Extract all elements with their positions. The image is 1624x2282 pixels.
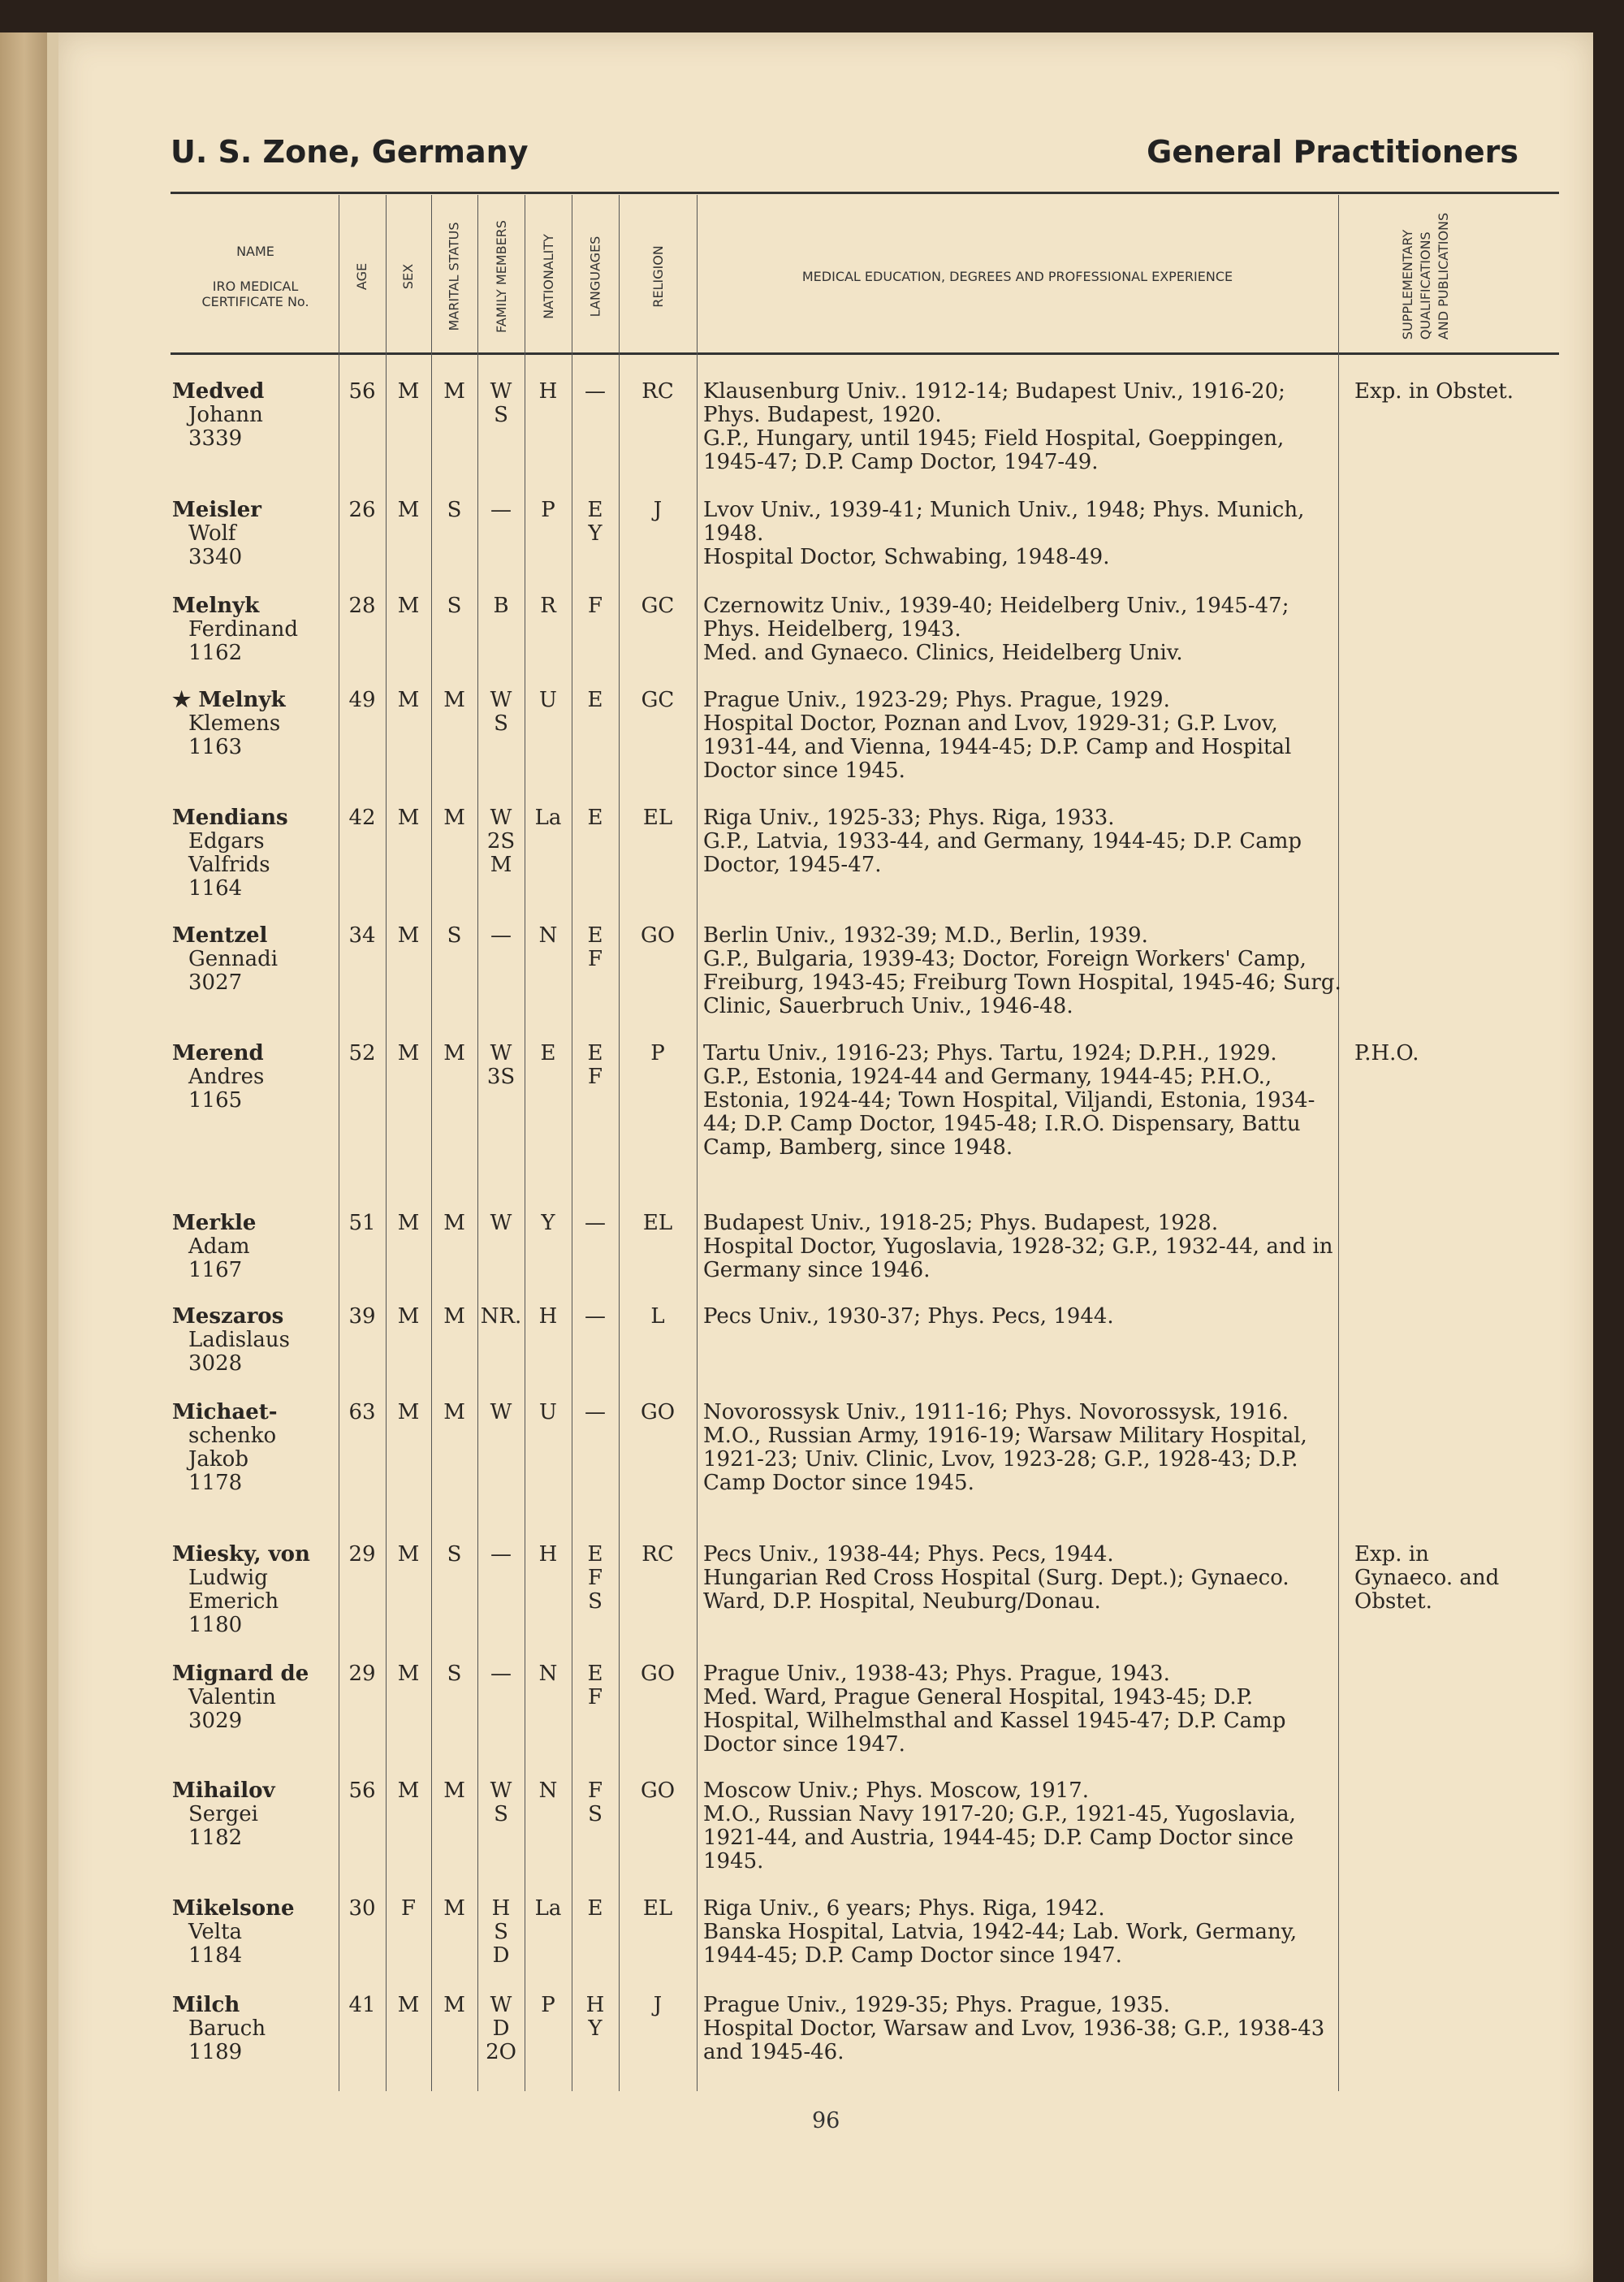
- family-cell: W S: [490, 379, 512, 427]
- nationality-cell: N: [538, 1662, 558, 1686]
- col-divider: [697, 195, 698, 2091]
- marital-cell: M: [443, 688, 465, 712]
- languages-cell: E Y: [587, 498, 603, 546]
- surname: ★ Melnyk: [172, 688, 286, 712]
- family-cell: W 3S: [486, 1041, 516, 1089]
- col-head-name: [172, 195, 339, 357]
- col-head-nationality: NATIONALITY: [540, 233, 556, 319]
- marital-cell: S: [447, 1542, 462, 1567]
- sex-cell: M: [397, 1400, 420, 1424]
- name-cell: [172, 1401, 335, 1495]
- education-cell: Riga Univ., 1925-33; Phys. Riga, 1933. G.P., Latvia, 1933-44, and Germany, 1944-45; D.P. Camp Doctor, 1945-47.: [703, 806, 1302, 877]
- header-right: General Practitioners: [1147, 134, 1518, 170]
- age-cell: 30: [348, 1896, 376, 1921]
- surname: Meisler: [172, 498, 261, 522]
- marital-cell: M: [443, 806, 465, 830]
- family-cell: W: [490, 1400, 512, 1424]
- nationality-cell: U: [539, 688, 557, 712]
- education-cell: Berlin Univ., 1932-39; M.D., Berlin, 1939. G.P., Bulgaria, 1939-43; Doctor, Foreign Workers' Camp, Freiburg, 1943-45; Freiburg Town Hospital, 1945-46; Surg. Clinic, Sauerbruch Univ., 1946-48.: [703, 923, 1341, 1018]
- name-line: Edgars: [188, 829, 265, 854]
- col-head-name-line3: CERTIFICATE No.: [201, 293, 309, 309]
- name-cell: [172, 1897, 335, 1968]
- name-line: Ladislaus: [188, 1328, 290, 1352]
- age-cell: 34: [348, 923, 376, 948]
- page-number: 96: [812, 2108, 840, 2133]
- col-head-education: MEDICAL EDUCATION, DEGREES AND PROFESSIONAL EXPERIENCE: [801, 268, 1233, 284]
- surname: Merend: [172, 1041, 264, 1065]
- family-cell: W S: [490, 1778, 512, 1826]
- name-cell: [172, 1305, 335, 1376]
- col-head-family: FAMILY MEMBERS: [493, 219, 509, 333]
- family-cell: W D 2O: [486, 1993, 516, 2064]
- name-line: 3028: [188, 1351, 243, 1376]
- marital-cell: M: [443, 1304, 465, 1329]
- name-cell: [172, 1662, 335, 1733]
- religion-cell: RC: [641, 379, 674, 404]
- surname: Miesky, von: [172, 1542, 310, 1567]
- education-cell: Prague Univ., 1938-43; Phys. Prague, 1943. Med. Ward, Prague General Hospital, 1943-45; D.P. Hospital, Wilhelmsthal and Kassel 1945-47; D.P. Camp Doctor since 1947.: [703, 1662, 1286, 1757]
- page-header: [171, 134, 1518, 183]
- marital-cell: M: [443, 379, 465, 404]
- surname: Mendians: [172, 806, 288, 830]
- languages-cell: E: [587, 1896, 603, 1921]
- languages-cell: E: [587, 688, 603, 712]
- name-line: Andres: [188, 1065, 265, 1089]
- nationality-cell: H: [538, 379, 558, 404]
- surname: Mikelsone: [172, 1896, 295, 1921]
- marital-cell: M: [443, 1778, 465, 1803]
- col-head-sex: SEX: [400, 263, 417, 289]
- supplementary-cell: Exp. in Obstet.: [1354, 379, 1514, 404]
- name-line: Ferdinand: [188, 617, 299, 642]
- sex-cell: M: [397, 1542, 420, 1567]
- religion-cell: GC: [641, 594, 675, 618]
- nationality-cell: La: [534, 1896, 562, 1921]
- religion-cell: GO: [640, 1400, 676, 1424]
- nationality-cell: N: [538, 923, 558, 948]
- languages-cell: —: [585, 1400, 606, 1424]
- col-head-supplementary: SUPPLEMENTARY QUALIFICATIONS AND PUBLICATIONS: [1400, 212, 1451, 340]
- sex-cell: M: [397, 1304, 420, 1329]
- name-line: Valfrids: [188, 853, 270, 877]
- name-line: Velta: [188, 1920, 243, 1944]
- name-cell: [172, 1042, 335, 1113]
- age-cell: 39: [348, 1304, 376, 1329]
- col-head-languages: LANGUAGES: [587, 236, 603, 317]
- col-divider: [386, 195, 387, 2091]
- age-cell: 28: [348, 594, 376, 618]
- name-cell: [172, 1779, 335, 1850]
- languages-cell: —: [585, 1211, 606, 1235]
- name-line: 1180: [188, 1613, 243, 1637]
- languages-cell: —: [585, 379, 606, 404]
- sex-cell: M: [397, 1993, 420, 2017]
- name-line: 1164: [188, 876, 243, 901]
- col-head-name-line2: IRO MEDICAL: [212, 278, 299, 294]
- name-cell: [172, 380, 335, 451]
- name-line: Baruch: [188, 2016, 266, 2041]
- sex-cell: M: [397, 594, 420, 618]
- col-divider: [431, 195, 432, 2091]
- religion-cell: GC: [641, 688, 675, 712]
- languages-cell: E F: [587, 923, 603, 971]
- religion-cell: J: [653, 498, 663, 522]
- surname: Mihailov: [172, 1778, 275, 1803]
- education-cell: Pecs Univ., 1930-37; Phys. Pecs, 1944.: [703, 1304, 1114, 1329]
- sex-cell: M: [397, 379, 420, 404]
- supplementary-cell: Exp. in Gynaeco. and Obstet.: [1354, 1542, 1500, 1614]
- col-head-religion: RELIGION: [650, 244, 666, 308]
- sex-cell: M: [397, 806, 420, 830]
- age-cell: 56: [348, 379, 376, 404]
- col-head-name-line1: NAME: [236, 243, 274, 259]
- name-line: 1189: [188, 2040, 243, 2064]
- age-cell: 49: [348, 688, 376, 712]
- marital-cell: M: [443, 1400, 465, 1424]
- supplementary-cell: P.H.O.: [1354, 1041, 1419, 1065]
- education-cell: Czernowitz Univ., 1939-40; Heidelberg Univ., 1945-47; Phys. Heidelberg, 1943. Med. and Gynaeco. Clinics, Heidelberg Univ.: [703, 594, 1289, 665]
- name-line: Valentin: [188, 1685, 276, 1709]
- family-cell: —: [490, 1542, 512, 1567]
- age-cell: 56: [348, 1778, 376, 1803]
- surname: Merkle: [172, 1211, 257, 1235]
- name-line: Jakob: [188, 1447, 248, 1472]
- education-cell: Novorossysk Univ., 1911-16; Phys. Novorossysk, 1916. M.O., Russian Army, 1916-19; Warsaw Military Hospital, 1921-23; Univ. Clinic, Lvov, 1923-28; G.P., 1928-43; D.P. Camp Doctor since 1945.: [703, 1400, 1307, 1495]
- education-cell: Klausenburg Univ.. 1912-14; Budapest Univ., 1916-20; Phys. Budapest, 1920. G.P., Hungary, until 1945; Field Hospital, Goeppingen, 1945-47; D.P. Camp Doctor, 1947-49.: [703, 379, 1285, 474]
- age-cell: 42: [348, 806, 376, 830]
- col-head-marital: MARITAL STATUS: [447, 221, 462, 331]
- name-cell: [172, 1994, 335, 2064]
- education-cell: Tartu Univ., 1916-23; Phys. Tartu, 1924; D.P.H., 1929. G.P., Estonia, 1924-44 and Germany, 1944-45; P.H.O., Estonia, 1924-44; Town Hospital, Viljandi, Estonia, 1934-44; D.P. Camp Doctor, 1945-48; I.R.O. Dispensary, Battu Camp, Bamberg, since 1948.: [703, 1041, 1315, 1160]
- surname: Mentzel: [172, 923, 268, 948]
- languages-cell: E F: [587, 1662, 603, 1709]
- name-line: schenko: [188, 1424, 277, 1448]
- name-line: Klemens: [188, 711, 281, 736]
- nationality-cell: N: [538, 1778, 558, 1803]
- surname: Medved: [172, 379, 265, 404]
- marital-cell: M: [443, 1993, 465, 2017]
- name-line: 3340: [188, 545, 243, 569]
- religion-cell: RC: [641, 1542, 674, 1567]
- languages-cell: E F S: [587, 1542, 603, 1614]
- marital-cell: S: [447, 1662, 462, 1686]
- name-line: Ludwig: [188, 1566, 268, 1590]
- family-cell: W S: [490, 688, 512, 736]
- surname: Melnyk: [172, 594, 260, 618]
- sex-cell: F: [400, 1896, 417, 1921]
- name-cell: [172, 1212, 335, 1282]
- surname: Meszaros: [172, 1304, 284, 1329]
- nationality-cell: R: [540, 594, 556, 618]
- religion-cell: EL: [642, 1896, 673, 1921]
- education-cell: Prague Univ., 1929-35; Phys. Prague, 1935. Hospital Doctor, Warsaw and Lvov, 1936-38; G.P., 1938-43 and 1945-46.: [703, 1993, 1325, 2064]
- age-cell: 51: [348, 1211, 376, 1235]
- religion-cell: P: [650, 1041, 665, 1065]
- education-cell: Lvov Univ., 1939-41; Munich Univ., 1948; Phys. Munich, 1948. Hospital Doctor, Schwabing, 1948-49.: [703, 498, 1305, 569]
- nationality-cell: La: [534, 806, 562, 830]
- name-line: Gennadi: [188, 947, 279, 971]
- sex-cell: M: [397, 1662, 420, 1686]
- name-line: 1178: [188, 1471, 243, 1495]
- col-head-age: AGE: [354, 262, 370, 290]
- sex-cell: M: [397, 1778, 420, 1803]
- languages-cell: F: [587, 594, 603, 618]
- name-line: 3029: [188, 1709, 243, 1733]
- marital-cell: M: [443, 1896, 465, 1921]
- sex-cell: M: [397, 498, 420, 522]
- name-cell: [172, 924, 335, 995]
- languages-cell: H Y: [585, 1993, 605, 2041]
- nationality-cell: E: [540, 1041, 556, 1065]
- education-cell: Budapest Univ., 1918-25; Phys. Budapest, 1928. Hospital Doctor, Yugoslavia, 1928-32; G.P., 1932-44, and in Germany since 1946.: [703, 1211, 1333, 1282]
- name-cell: [172, 594, 335, 665]
- name-line: 3339: [188, 426, 243, 451]
- languages-cell: F S: [587, 1778, 603, 1826]
- name-line: Wolf: [188, 521, 236, 546]
- nationality-cell: P: [541, 498, 555, 522]
- family-cell: —: [490, 498, 512, 522]
- name-line: Emerich: [188, 1589, 279, 1614]
- languages-cell: E: [587, 806, 603, 830]
- nationality-cell: H: [538, 1304, 558, 1329]
- name-line: Johann: [188, 403, 263, 427]
- sex-cell: M: [397, 688, 420, 712]
- name-line: 1182: [188, 1826, 243, 1850]
- family-cell: —: [490, 1662, 512, 1686]
- education-cell: Moscow Univ.; Phys. Moscow, 1917. M.O., Russian Navy 1917-20; G.P., 1921-45, Yugoslavia, 1921-44, and Austria, 1944-45; D.P. Camp Doctor since 1945.: [703, 1778, 1296, 1874]
- languages-cell: E F: [587, 1041, 603, 1089]
- nationality-cell: U: [539, 1400, 557, 1424]
- religion-cell: GO: [640, 923, 676, 948]
- name-cell: [172, 689, 335, 759]
- languages-cell: —: [585, 1304, 606, 1329]
- religion-cell: J: [653, 1993, 663, 2017]
- marital-cell: M: [443, 1041, 465, 1065]
- religion-cell: GO: [640, 1778, 676, 1803]
- family-cell: B: [493, 594, 509, 618]
- top-rule: [171, 192, 1559, 194]
- name-line: 1162: [188, 641, 243, 665]
- name-line: 1184: [188, 1943, 243, 1968]
- education-cell: Prague Univ., 1923-29; Phys. Prague, 1929. Hospital Doctor, Poznan and Lvov, 1929-31; G.P. Lvov, 1931-44, and Vienna, 1944-45; D.P. Camp and Hospital Doctor since 1945.: [703, 688, 1292, 783]
- age-cell: 26: [348, 498, 376, 522]
- marital-cell: S: [447, 923, 462, 948]
- family-cell: NR.: [480, 1304, 522, 1329]
- surname: Michaet-: [172, 1400, 278, 1424]
- age-cell: 52: [348, 1041, 376, 1065]
- sex-cell: M: [397, 923, 420, 948]
- education-cell: Pecs Univ., 1938-44; Phys. Pecs, 1944. Hungarian Red Cross Hospital (Surg. Dept.); Gynaeco. Ward, D.P. Hospital, Neuburg/Donau.: [703, 1542, 1289, 1614]
- nationality-cell: H: [538, 1542, 558, 1567]
- header-left: U. S. Zone, Germany: [171, 134, 529, 170]
- religion-cell: EL: [642, 806, 673, 830]
- name-line: Adam: [188, 1234, 250, 1259]
- family-cell: W: [490, 1211, 512, 1235]
- marital-cell: M: [443, 1211, 465, 1235]
- age-cell: 63: [348, 1400, 376, 1424]
- name-line: 1167: [188, 1258, 243, 1282]
- name-cell: [172, 1543, 335, 1637]
- marital-cell: S: [447, 498, 462, 522]
- name-cell: [172, 806, 335, 901]
- sex-cell: M: [397, 1211, 420, 1235]
- education-cell: Riga Univ., 6 years; Phys. Riga, 1942. Banska Hospital, Latvia, 1942-44; Lab. Work, Germany, 1944-45; D.P. Camp Doctor since 1947.: [703, 1896, 1298, 1968]
- nationality-cell: P: [541, 1993, 555, 2017]
- family-cell: W 2S M: [486, 806, 516, 877]
- name-line: Sergei: [188, 1802, 258, 1826]
- marital-cell: S: [447, 594, 462, 618]
- col-divider: [619, 195, 620, 2091]
- family-cell: H S D: [491, 1896, 511, 1968]
- name-line: 1163: [188, 735, 243, 759]
- name-line: 1165: [188, 1088, 243, 1113]
- religion-cell: EL: [642, 1211, 673, 1235]
- nationality-cell: Y: [541, 1211, 555, 1235]
- name-line: 3027: [188, 970, 243, 995]
- name-cell: [172, 499, 335, 569]
- age-cell: 29: [348, 1542, 376, 1567]
- religion-cell: GO: [640, 1662, 676, 1686]
- age-cell: 29: [348, 1662, 376, 1686]
- age-cell: 41: [348, 1993, 376, 2017]
- religion-cell: L: [650, 1304, 665, 1329]
- sex-cell: M: [397, 1041, 420, 1065]
- book-edge-left: [0, 32, 49, 2282]
- family-cell: —: [490, 923, 512, 948]
- surname: Milch: [172, 1993, 240, 2017]
- surname: Mignard de: [172, 1662, 309, 1686]
